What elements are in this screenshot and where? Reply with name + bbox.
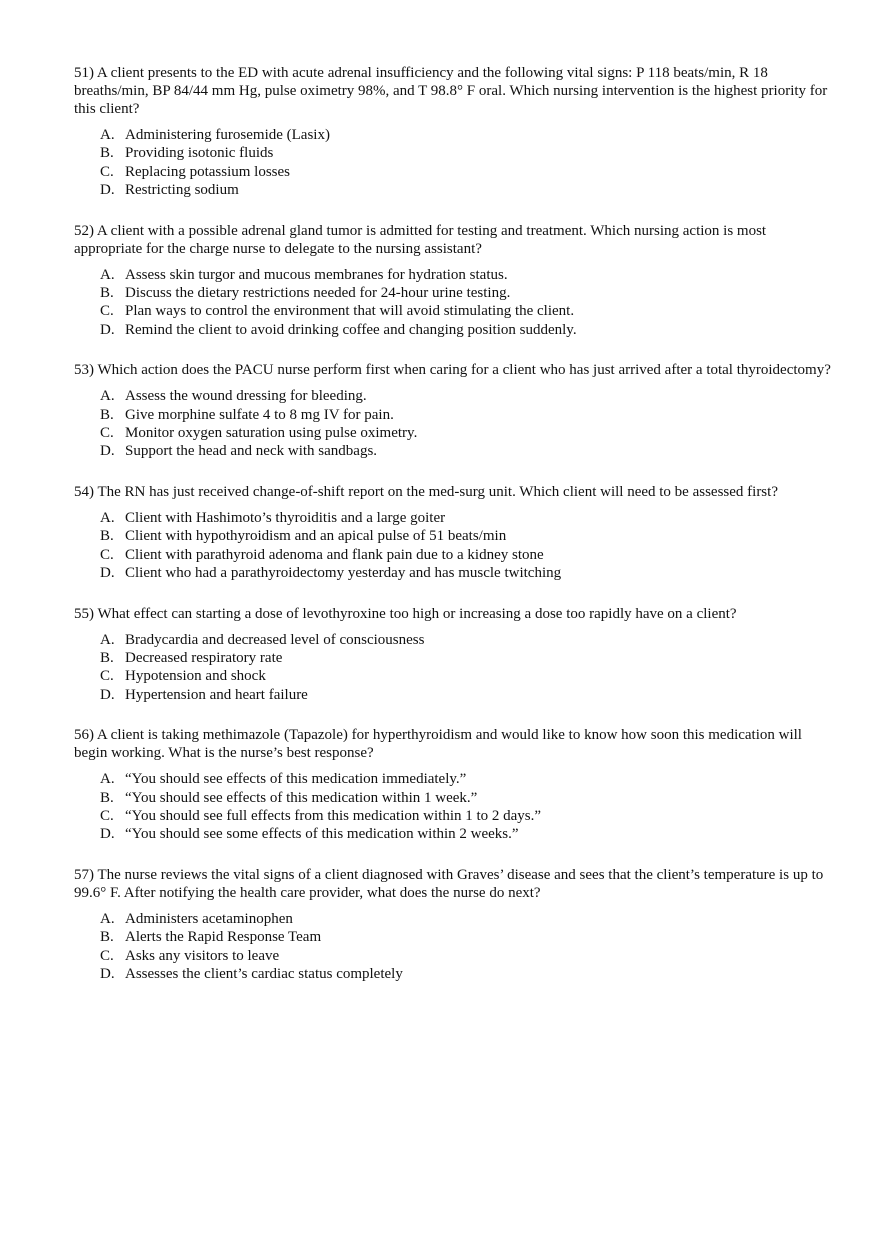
- option-letter: D.: [100, 443, 115, 460]
- option-text: Assess skin turgor and mucous membranes for hydration status.: [125, 266, 508, 283]
- question-stem: 51) A client presents to the ED with acute adrenal insufficiency and the following vital signs: P 118 beats/min, R 18 breaths/min, BP 84/44 mm Hg, pulse oximetry 98%, and T 98.8° F oral. Which nursing intervention is the highest priority for this client?: [74, 65, 828, 117]
- answer-option-a: [100, 509, 834, 527]
- option-letter: C.: [100, 163, 114, 180]
- option-letter: B.: [100, 929, 114, 946]
- option-letter: C.: [100, 425, 114, 442]
- question-stem: 55) What effect can starting a dose of levothyroxine too high or increasing a dose too rapidly have on a client?: [74, 605, 737, 622]
- question-stem: 54) The RN has just received change-of-shift report on the med-surg unit. Which client will need to be assessed first?: [74, 483, 778, 500]
- option-text: Replacing potassium losses: [125, 163, 290, 180]
- option-text: Alerts the Rapid Response Team: [125, 929, 322, 946]
- option-letter: C.: [100, 303, 114, 320]
- question-stem: 52) A client with a possible adrenal gland tumor is admitted for testing and treatment. Which nursing action is most appropriate for the charge nurse to delegate to the nursing assistant?: [74, 222, 767, 257]
- option-letter: D.: [100, 321, 115, 338]
- question-52: [74, 222, 834, 340]
- answer-option-d: [100, 825, 834, 843]
- option-letter: B.: [100, 285, 114, 302]
- answer-option-b: [100, 144, 834, 162]
- answer-option-a: [100, 910, 834, 928]
- option-letter: C.: [100, 807, 114, 824]
- answer-option-c: [100, 546, 834, 564]
- answer-option-b: [100, 928, 834, 946]
- answer-option-d: [100, 442, 834, 460]
- option-letter: D.: [100, 826, 115, 843]
- answer-option-c: [100, 163, 834, 181]
- answer-options: [74, 126, 834, 200]
- question-53: [74, 361, 834, 461]
- question-stem: 53) Which action does the PACU nurse perform first when caring for a client who has just arrived after a total thyroidectomy?: [74, 362, 831, 379]
- answer-option-a: [100, 770, 834, 788]
- option-letter: B.: [100, 528, 114, 545]
- answer-option-c: [100, 424, 834, 442]
- question-54: [74, 483, 834, 583]
- answer-option-a: [100, 266, 834, 284]
- option-text: “You should see effects of this medication immediately.”: [125, 771, 467, 788]
- option-letter: C.: [100, 947, 114, 964]
- option-text: “You should see some effects of this medication within 2 weeks.”: [125, 826, 519, 843]
- answer-option-c: [100, 807, 834, 825]
- question-56: [74, 726, 834, 844]
- option-text: Client with Hashimoto’s thyroiditis and a large goiter: [125, 509, 446, 526]
- answer-option-d: [100, 181, 834, 199]
- option-letter: D.: [100, 182, 115, 199]
- option-letter: A.: [100, 509, 115, 526]
- option-text: Give morphine sulfate 4 to 8 mg IV for pain.: [125, 406, 394, 423]
- option-letter: D.: [100, 965, 115, 982]
- answer-option-a: [100, 387, 834, 405]
- question-stem: 57) The nurse reviews the vital signs of a client diagnosed with Graves’ disease and sees that the client’s temperature is up to 99.6° F. After notifying the health care provider, what does the nurse do next?: [74, 866, 824, 901]
- document-page: [74, 64, 834, 1005]
- option-text: “You should see full effects from this medication within 1 to 2 days.”: [125, 807, 542, 824]
- answer-option-b: [100, 789, 834, 807]
- answer-options: [74, 631, 834, 705]
- option-text: Client who had a parathyroidectomy yesterday and has muscle twitching: [125, 565, 562, 582]
- option-text: Support the head and neck with sandbags.: [125, 443, 378, 460]
- option-text: Assess the wound dressing for bleeding.: [125, 388, 367, 405]
- answer-option-d: [100, 965, 834, 983]
- option-letter: A.: [100, 266, 115, 283]
- option-letter: B.: [100, 789, 114, 806]
- answer-options: [74, 910, 834, 984]
- option-text: Hypotension and shock: [125, 668, 266, 685]
- option-text: Assesses the client’s cardiac status completely: [125, 965, 403, 982]
- answer-options: [74, 770, 834, 844]
- option-text: Decreased respiratory rate: [125, 649, 283, 666]
- option-text: Remind the client to avoid drinking coffee and changing position suddenly.: [125, 321, 577, 338]
- option-text: Client with hypothyroidism and an apical pulse of 51 beats/min: [125, 528, 507, 545]
- option-text: Providing isotonic fluids: [125, 145, 274, 162]
- answer-option-b: [100, 527, 834, 545]
- option-text: Administering furosemide (Lasix): [125, 127, 330, 143]
- option-letter: A.: [100, 127, 115, 143]
- answer-option-d: [100, 321, 834, 339]
- option-text: Client with parathyroid adenoma and flank pain due to a kidney stone: [125, 546, 544, 563]
- option-text: Bradycardia and decreased level of consciousness: [125, 631, 425, 648]
- option-letter: B.: [100, 649, 114, 666]
- question-51: [74, 64, 834, 200]
- option-letter: A.: [100, 910, 115, 927]
- option-text: Discuss the dietary restrictions needed for 24-hour urine testing.: [125, 285, 511, 302]
- answer-option-d: [100, 686, 834, 704]
- answer-options: [74, 509, 834, 583]
- answer-option-c: [100, 302, 834, 320]
- option-letter: A.: [100, 771, 115, 788]
- option-letter: B.: [100, 406, 114, 423]
- answer-option-c: [100, 947, 834, 965]
- option-text: Plan ways to control the environment that will avoid stimulating the client.: [125, 303, 575, 320]
- answer-option-d: [100, 564, 834, 582]
- option-text: Asks any visitors to leave: [125, 947, 280, 964]
- answer-option-b: [100, 649, 834, 667]
- option-letter: C.: [100, 546, 114, 563]
- option-text: Monitor oxygen saturation using pulse oximetry.: [125, 425, 418, 442]
- option-letter: A.: [100, 631, 115, 648]
- option-letter: D.: [100, 565, 115, 582]
- answer-option-a: [100, 631, 834, 649]
- option-letter: D.: [100, 686, 115, 703]
- option-letter: A.: [100, 388, 115, 405]
- answer-option-c: [100, 667, 834, 685]
- question-stem: 56) A client is taking methimazole (Tapazole) for hyperthyroidism and would like to know how soon this medication will begin working. What is the nurse’s best response?: [74, 727, 802, 762]
- answer-options: [74, 387, 834, 461]
- answer-option-b: [100, 406, 834, 424]
- answer-option-a: [100, 126, 834, 144]
- answer-option-b: [100, 284, 834, 302]
- option-text: “You should see effects of this medication within 1 week.”: [125, 789, 478, 806]
- option-text: Administers acetaminophen: [125, 910, 293, 927]
- question-55: [74, 605, 834, 705]
- option-text: Hypertension and heart failure: [125, 686, 308, 703]
- option-letter: C.: [100, 668, 114, 685]
- option-letter: B.: [100, 145, 114, 162]
- answer-options: [74, 266, 834, 340]
- option-text: Restricting sodium: [125, 182, 239, 199]
- question-57: [74, 866, 834, 984]
